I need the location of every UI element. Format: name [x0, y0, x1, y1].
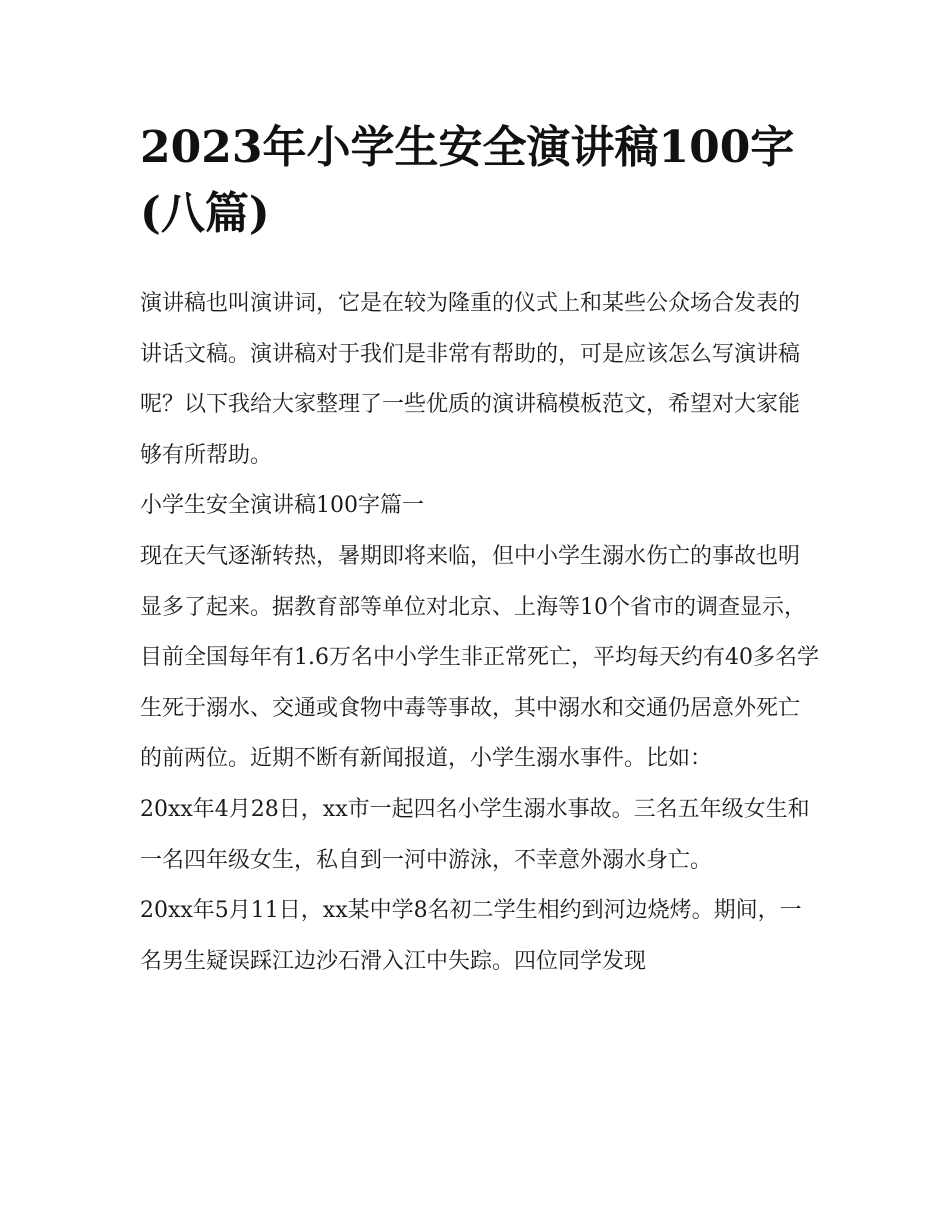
- body-paragraph: 20xx年5月11日，xx某中学8名初二学生相约到河边烧烤。期间，一名男生疑误踩江边沙石滑入江中失踪。四位同学发现: [140, 898, 802, 974]
- intro-paragraph: 演讲稿也叫演讲词，它是在较为隆重的仪式上和某些公众场合发表的讲话文稿。演讲稿对于我们是非常有帮助的，可是应该怎么写演讲稿呢？以下我给大家整理了一些优质的演讲稿模板范文，希望对大家能够有所帮助。: [140, 291, 801, 468]
- body-paragraph: 现在天气逐渐转热，暑期即将来临，但中小学生溺水伤亡的事故也明显多了起来。据教育部等单位对北京、上海等10个省市的调查显示，目前全国每年有1.6万名中小学生非正常死亡，平均每天约有40多名学生死于溺水、交通或食物中毒等事故，其中溺水和交通仍居意外死亡的前两位。近期不断有新闻报道，小学生溺水事件。比如：: [140, 543, 819, 772]
- document-body: [140, 279, 820, 987]
- document-title: 2023年小学生安全演讲稿100字(八篇): [140, 122, 795, 239]
- section-heading: 小学生安全演讲稿100字篇一: [140, 493, 424, 519]
- body-paragraph: 20xx年4月28日，xx市一起四名小学生溺水事故。三名五年级女生和一名四年级女生，私自到一河中游泳，不幸意外溺水身亡。: [140, 796, 810, 873]
